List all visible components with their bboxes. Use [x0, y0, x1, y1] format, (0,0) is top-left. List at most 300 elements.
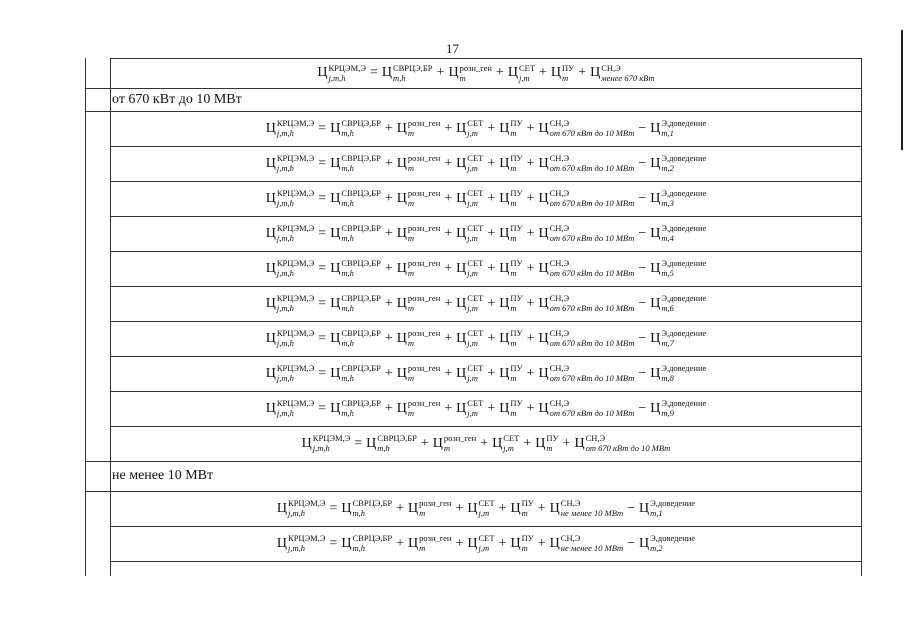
price-symbol: Ц — [650, 260, 661, 276]
superscript: ПУ — [510, 223, 523, 234]
pu-price-term — [510, 534, 533, 553]
subscript: не менее 10 МВт — [560, 508, 624, 518]
price-symbol: Ц — [650, 330, 661, 346]
superscript: Э,доведение — [650, 533, 696, 544]
price-symbol: Ц — [467, 500, 478, 516]
plus-sign: + — [444, 295, 453, 311]
plus-sign: + — [444, 225, 453, 241]
price-symbol: Ц — [492, 435, 503, 451]
svrts-price-term — [330, 399, 381, 418]
minus-sign: − — [627, 535, 636, 551]
subscript: m — [510, 268, 517, 278]
plus-sign: + — [526, 400, 535, 416]
index-stack — [277, 119, 314, 138]
subscript: m,h — [341, 373, 354, 383]
price-symbol: Ц — [538, 330, 549, 346]
price-symbol: Ц — [650, 190, 661, 206]
subscript: j,m,h — [276, 128, 294, 138]
network-price-term — [456, 154, 483, 173]
price-symbol: Ц — [330, 330, 341, 346]
subscript: m — [510, 303, 517, 313]
index-stack — [341, 154, 381, 173]
price-symbol: Ц — [396, 400, 407, 416]
price-symbol: Ц — [639, 535, 650, 551]
plus-sign: + — [444, 155, 453, 171]
sn-price-term — [538, 294, 634, 313]
price-symbol: Ц — [650, 155, 661, 171]
sn-price-term — [538, 154, 634, 173]
plus-sign: + — [396, 500, 404, 516]
index-stack — [408, 154, 440, 173]
subscript: m — [562, 72, 569, 83]
superscript: КРЦЭМ,Э — [276, 328, 315, 339]
price-symbol: Ц — [432, 435, 443, 451]
index-stack — [467, 329, 483, 348]
network-price-term — [456, 329, 483, 348]
dovedenie-price-term — [650, 329, 706, 348]
formula-row — [110, 181, 862, 216]
plus-sign: + — [498, 535, 507, 551]
index-stack — [661, 364, 706, 383]
index-stack — [650, 499, 695, 518]
subscript: m — [407, 338, 415, 348]
index-stack — [561, 534, 623, 553]
network-price-term — [467, 499, 494, 518]
dovedenie-price-term — [650, 259, 706, 278]
rozn-gen-price-term — [397, 119, 440, 138]
table-border-left — [85, 58, 86, 576]
price-symbol: Ц — [341, 500, 352, 516]
superscript: КРЦЭМ,Э — [276, 118, 315, 129]
plus-sign: + — [487, 330, 496, 346]
price-symbol: Ц — [538, 295, 549, 311]
subscript: j,m,h — [276, 303, 294, 313]
superscript: СЕТ — [467, 398, 484, 409]
superscript: СЕТ — [467, 188, 484, 199]
subscript: от 670 кВт до 10 МВт — [549, 198, 635, 208]
plus-sign: + — [384, 260, 393, 276]
index-stack — [550, 399, 635, 418]
minus-sign: − — [638, 330, 647, 346]
plus-sign: + — [384, 190, 393, 206]
formula — [266, 119, 707, 138]
index-stack — [444, 434, 476, 453]
superscript: СВРЦЭ,БР — [377, 433, 417, 444]
price-symbol: Ц — [535, 435, 546, 451]
index-stack — [277, 259, 314, 278]
plus-sign: + — [495, 65, 504, 80]
superscript: Э,доведение — [661, 363, 707, 374]
superscript: СВРЦЭ,БР — [341, 153, 381, 164]
subscript: m,h — [341, 233, 354, 243]
lhs-price-term — [266, 154, 315, 173]
superscript: СВРЦЭ,БР — [341, 188, 381, 199]
subscript: m,h — [341, 338, 354, 348]
subscript: m — [407, 128, 415, 138]
rozn-gen-price-term — [397, 329, 440, 348]
price-symbol: Ц — [330, 260, 341, 276]
svrts-price-term — [330, 364, 381, 383]
plus-sign: + — [526, 330, 535, 346]
superscript: розн_ген — [407, 398, 441, 409]
formula-row — [110, 286, 862, 321]
lhs-price-term — [266, 399, 315, 418]
sn-price-term — [538, 224, 634, 243]
subscript: j,m,h — [276, 408, 294, 418]
superscript: ПУ — [546, 433, 559, 444]
price-symbol: Ц — [467, 535, 478, 551]
plus-sign: + — [384, 225, 393, 241]
plus-sign: + — [444, 365, 453, 381]
superscript: СН,Э — [549, 363, 570, 374]
formula-row — [110, 426, 862, 461]
superscript: СЕТ — [503, 433, 520, 444]
superscript: СН,Э — [549, 328, 570, 339]
index-stack — [341, 224, 381, 243]
plus-sign: + — [487, 400, 496, 416]
subscript: m — [407, 163, 415, 173]
equals-sign: = — [318, 190, 327, 206]
subscript: от 670 кВт до 10 МВт — [549, 233, 635, 243]
superscript: розн_ген — [419, 498, 452, 509]
price-symbol: Ц — [456, 330, 467, 346]
plus-sign: + — [396, 535, 404, 551]
index-stack — [408, 224, 440, 243]
superscript: СН,Э — [560, 533, 581, 544]
subscript: m,h — [377, 443, 390, 453]
price-symbol: Ц — [276, 535, 288, 551]
price-symbol: Ц — [499, 120, 510, 136]
plus-sign: + — [436, 65, 445, 80]
subscript: j,m — [478, 508, 490, 518]
network-price-term — [456, 364, 483, 383]
subscript: j,m — [467, 233, 478, 243]
subscript: j,m — [467, 198, 478, 208]
subscript: от 670 кВт до 10 МВт — [549, 408, 635, 418]
index-stack — [408, 399, 440, 418]
index-stack — [467, 154, 483, 173]
plus-sign: + — [444, 400, 453, 416]
price-symbol: Ц — [456, 155, 467, 171]
index-stack — [467, 364, 483, 383]
price-symbol: Ц — [499, 190, 510, 206]
price-symbol: Ц — [639, 500, 650, 516]
index-stack — [510, 329, 522, 348]
pu-price-term — [499, 154, 522, 173]
equals-sign: = — [329, 535, 338, 551]
formula-row — [110, 391, 862, 426]
lhs-price-term — [317, 64, 366, 83]
superscript: СН,Э — [549, 118, 570, 129]
formula-table — [85, 58, 862, 576]
plus-sign: + — [384, 365, 393, 381]
price-symbol: Ц — [366, 435, 377, 451]
index-stack — [408, 294, 440, 313]
index-stack — [353, 534, 393, 553]
superscript: Э,доведение — [661, 223, 707, 234]
plus-sign: + — [539, 65, 547, 80]
index-stack — [341, 399, 381, 418]
subscript: m,h — [341, 198, 354, 208]
plus-sign: + — [526, 365, 535, 381]
dovedenie-price-term — [650, 364, 706, 383]
subscript: j,m,h — [276, 338, 294, 348]
rozn-gen-price-term — [397, 399, 440, 418]
subscript: m — [510, 233, 517, 243]
index-stack — [277, 294, 314, 313]
formula-row — [110, 251, 862, 286]
formula-row — [110, 321, 862, 356]
plus-sign: + — [384, 330, 393, 346]
subscript: m,2 — [650, 543, 663, 553]
superscript: розн_ген — [407, 328, 441, 339]
svrts-price-term — [341, 534, 392, 553]
pu-price-term — [551, 64, 574, 83]
plus-sign: + — [487, 120, 496, 136]
formula — [266, 364, 707, 383]
plus-sign: + — [444, 330, 453, 346]
superscript: СЕТ — [467, 118, 484, 129]
equals-sign: = — [318, 295, 327, 311]
index-stack — [586, 434, 671, 453]
formula — [277, 534, 695, 553]
index-stack — [341, 329, 381, 348]
index-stack — [550, 259, 635, 278]
price-symbol: Ц — [507, 65, 518, 80]
minus-sign: − — [638, 225, 647, 241]
plus-sign: + — [562, 435, 571, 451]
superscript: ПУ — [510, 188, 523, 199]
svrts-price-term — [341, 499, 392, 518]
superscript: КРЦЭМ,Э — [276, 398, 315, 409]
rozn-gen-price-term — [397, 189, 440, 208]
equals-sign: = — [369, 65, 378, 80]
formula-row — [110, 491, 862, 526]
price-symbol: Ц — [538, 225, 549, 241]
subscript: m — [459, 72, 466, 83]
superscript: СЕТ — [467, 328, 484, 339]
superscript: КРЦЭМ,Э — [276, 223, 315, 234]
subscript: m — [510, 128, 517, 138]
plus-sign: + — [384, 120, 393, 136]
price-symbol: Ц — [650, 400, 661, 416]
minus-sign: − — [638, 365, 647, 381]
subscript: j,m — [467, 408, 478, 418]
page-number: 17 — [446, 41, 459, 56]
lhs-price-term — [266, 329, 315, 348]
price-symbol: Ц — [538, 155, 549, 171]
superscript: СВРЦЭ,БР — [352, 533, 393, 544]
pu-price-term — [499, 399, 522, 418]
price-symbol: Ц — [341, 535, 352, 551]
dovedenie-price-term — [650, 399, 706, 418]
index-stack — [408, 364, 440, 383]
index-stack — [377, 434, 417, 453]
price-symbol: Ц — [456, 120, 467, 136]
price-symbol: Ц — [330, 120, 341, 136]
sn-price-term — [550, 499, 623, 518]
subscript: j,m — [467, 268, 478, 278]
formula — [277, 499, 695, 518]
network-price-term — [467, 534, 494, 553]
index-stack — [288, 499, 325, 518]
subscript: m,h — [352, 543, 366, 553]
svrts-price-term — [330, 189, 381, 208]
price-symbol: Ц — [456, 225, 467, 241]
minus-sign: − — [638, 260, 647, 276]
formula — [266, 329, 707, 348]
index-stack — [510, 364, 522, 383]
plus-sign: + — [526, 120, 535, 136]
lhs-price-term — [302, 434, 351, 453]
index-stack — [661, 224, 706, 243]
table-row-line — [85, 461, 862, 462]
subscript: m,3 — [661, 198, 674, 208]
svrts-price-term — [330, 154, 381, 173]
subscript: m,1 — [661, 128, 674, 138]
lhs-price-term — [277, 534, 326, 553]
price-symbol: Ц — [499, 225, 510, 241]
superscript: розн_ген — [419, 533, 452, 544]
superscript: ПУ — [521, 498, 534, 509]
sn-price-term — [550, 534, 623, 553]
index-stack — [550, 224, 635, 243]
index-stack — [519, 64, 535, 83]
pu-price-term — [499, 224, 522, 243]
subscript: m,h — [341, 163, 354, 173]
plus-sign: + — [526, 260, 535, 276]
minus-sign: − — [638, 400, 647, 416]
index-stack — [408, 259, 440, 278]
formula-row — [110, 526, 862, 561]
lhs-price-term — [277, 499, 326, 518]
subscript: j,m — [467, 163, 478, 173]
index-stack — [467, 119, 483, 138]
subscript: j,m — [518, 72, 530, 83]
superscript: КРЦЭМ,Э — [312, 433, 351, 444]
formula — [266, 259, 707, 278]
index-stack — [510, 119, 522, 138]
subscript: m,h — [352, 508, 366, 518]
price-symbol: Ц — [276, 500, 288, 516]
superscript: Э,доведение — [661, 258, 707, 269]
superscript: СВРЦЭ,БР — [352, 498, 393, 509]
subscript: менее 670 кВт — [601, 72, 655, 83]
superscript: СЕТ — [518, 62, 536, 73]
price-symbol: Ц — [330, 155, 341, 171]
subscript: m,8 — [661, 373, 674, 383]
superscript: Э,доведение — [661, 293, 707, 304]
equals-sign: = — [318, 365, 327, 381]
svrts-price-term — [330, 224, 381, 243]
price-symbol: Ц — [265, 260, 276, 276]
lhs-price-term — [266, 224, 315, 243]
index-stack — [510, 399, 522, 418]
price-symbol: Ц — [407, 500, 419, 516]
superscript: КРЦЭМ,Э — [288, 498, 326, 509]
plus-sign: + — [384, 400, 393, 416]
price-symbol: Ц — [650, 365, 661, 381]
subscript: от 670 кВт до 10 МВт — [585, 443, 671, 453]
subscript: m,9 — [661, 408, 674, 418]
price-symbol: Ц — [396, 225, 407, 241]
price-symbol: Ц — [456, 400, 467, 416]
plus-sign: + — [578, 65, 587, 80]
superscript: КРЦЭМ,Э — [276, 293, 315, 304]
index-stack — [277, 364, 314, 383]
index-stack — [419, 499, 451, 518]
index-stack — [353, 499, 393, 518]
superscript: розн_ген — [407, 118, 441, 129]
equals-sign: = — [318, 400, 327, 416]
price-symbol: Ц — [265, 295, 276, 311]
plus-sign: + — [487, 365, 496, 381]
index-stack — [510, 224, 522, 243]
plus-sign: + — [537, 535, 546, 551]
subscript: j,m — [467, 128, 478, 138]
index-stack — [661, 119, 706, 138]
superscript: СН,Э — [601, 62, 621, 73]
price-symbol: Ц — [456, 295, 467, 311]
price-symbol: Ц — [456, 260, 467, 276]
lhs-price-term — [266, 119, 315, 138]
lhs-price-term — [266, 189, 315, 208]
superscript: ПУ — [510, 363, 523, 374]
index-stack — [341, 364, 381, 383]
subscript: j,m,h — [312, 443, 330, 453]
price-symbol: Ц — [317, 65, 328, 80]
rozn-gen-price-term — [397, 364, 440, 383]
superscript: КРЦЭМ,Э — [276, 153, 315, 164]
price-symbol: Ц — [330, 400, 341, 416]
superscript: СН,Э — [549, 293, 570, 304]
price-symbol: Ц — [538, 260, 549, 276]
price-symbol: Ц — [265, 155, 276, 171]
plus-sign: + — [444, 190, 453, 206]
price-symbol: Ц — [650, 225, 661, 241]
subscript: m — [407, 198, 415, 208]
subscript: m — [521, 508, 528, 518]
superscript: розн_ген — [407, 363, 441, 374]
subscript: от 670 кВт до 10 МВт — [549, 268, 635, 278]
svrts-price-term — [330, 119, 381, 138]
rozn-gen-price-term — [397, 294, 440, 313]
superscript: розн_ген — [407, 223, 441, 234]
superscript: СН,Э — [585, 433, 606, 444]
subscript: от 670 кВт до 10 МВт — [549, 163, 635, 173]
svrts-price-term — [330, 329, 381, 348]
price-symbol: Ц — [265, 225, 276, 241]
index-stack — [479, 534, 495, 553]
formula — [266, 189, 707, 208]
subscript: j,m,h — [288, 508, 306, 518]
table-row-line — [85, 88, 862, 89]
index-stack — [467, 294, 483, 313]
index-stack — [277, 329, 314, 348]
index-stack — [341, 189, 381, 208]
network-price-term — [456, 259, 483, 278]
index-stack — [661, 329, 706, 348]
index-stack — [467, 189, 483, 208]
superscript: Э,доведение — [650, 498, 696, 509]
plus-sign: + — [480, 435, 489, 451]
superscript: розн_ген — [407, 153, 441, 164]
formula — [266, 224, 707, 243]
index-stack — [408, 119, 440, 138]
subscript: j,m,h — [276, 233, 294, 243]
price-symbol: Ц — [538, 190, 549, 206]
index-stack — [277, 189, 314, 208]
